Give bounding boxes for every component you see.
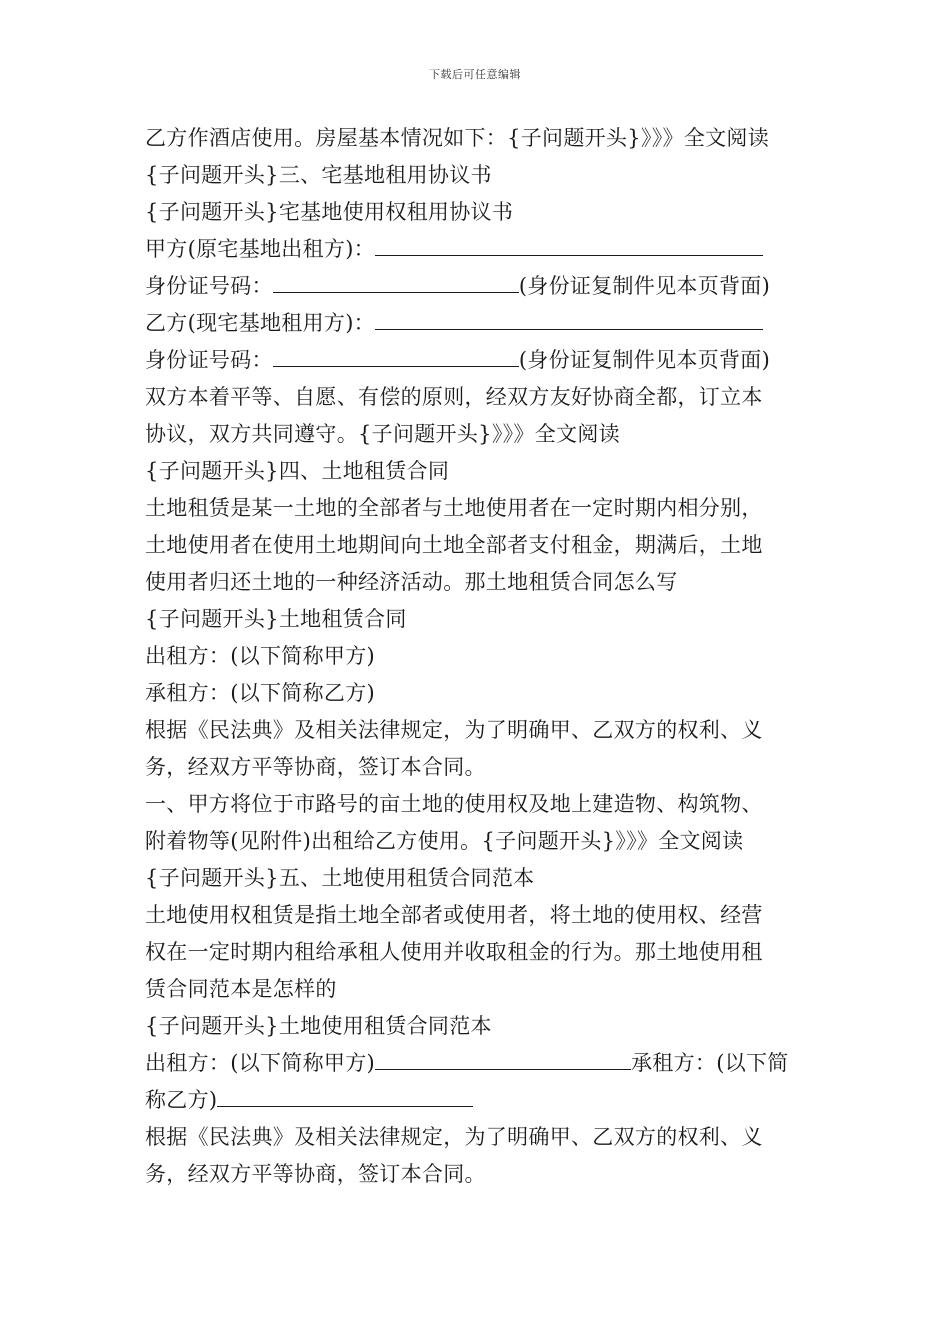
paragraph-line: 根据《民法典》及相关法律规定，为了明确甲、乙双方的权利、义 bbox=[145, 1125, 763, 1149]
id-copy-note: (身份证复制件见本页背面) bbox=[518, 274, 771, 298]
lessor-lessee-line bbox=[145, 1045, 810, 1082]
lessee-label: 承租方：(以下简 bbox=[631, 1051, 789, 1075]
document-title: {子问题开头}土地使用租赁合同范本 bbox=[145, 1014, 492, 1038]
document-body bbox=[145, 120, 810, 1193]
party-b-blank bbox=[375, 309, 763, 330]
party-a-id-line bbox=[145, 268, 810, 305]
paragraph-line: 土地使用者在使用土地期间向土地全部者支付租金，期满后，土地 bbox=[145, 533, 763, 557]
id-number-label: 身份证号码： bbox=[145, 274, 273, 298]
lessor-line: 出租方：(以下简称甲方) bbox=[145, 644, 375, 668]
lessee-continued-line bbox=[145, 1082, 810, 1119]
party-a-label: 甲方(原宅基地出租方)： bbox=[145, 237, 375, 261]
paragraph-line: 赁合同范本是怎样的 bbox=[145, 977, 337, 1001]
document-title: {子问题开头}土地租赁合同 bbox=[145, 607, 407, 631]
section-heading: {子问题开头}四、土地租赁合同 bbox=[145, 459, 450, 483]
paragraph-line: 土地租赁是某一土地的全部者与土地使用者在一定时期内相分别， bbox=[145, 496, 763, 520]
lessee-line: 承租方：(以下简称乙方) bbox=[145, 681, 375, 705]
party-a-line bbox=[145, 231, 810, 268]
party-b-label: 乙方(现宅基地租用方)： bbox=[145, 311, 375, 335]
paragraph-line: 附着物等(见附件)出租给乙方使用。{子问题开头}》》》全文阅读 bbox=[145, 829, 744, 853]
id-copy-note: (身份证复制件见本页背面) bbox=[518, 348, 771, 372]
party-b-id-line bbox=[145, 342, 810, 379]
id-number-label: 身份证号码： bbox=[145, 348, 273, 372]
id-number-blank bbox=[273, 272, 519, 293]
section-heading: {子问题开头}三、宅基地租用协议书 bbox=[145, 163, 492, 187]
paragraph-line: 使用者归还土地的一种经济活动。那土地租赁合同怎么写 bbox=[145, 570, 678, 594]
paragraph-line: 一、甲方将位于市路号的亩土地的使用权及地上建造物、构筑物、 bbox=[145, 792, 763, 816]
paragraph-line: 根据《民法典》及相关法律规定，为了明确甲、乙双方的权利、义 bbox=[145, 718, 763, 742]
lessor-blank bbox=[375, 1049, 631, 1070]
paragraph-line: 务，经双方平等协商，签订本合同。 bbox=[145, 755, 486, 779]
paragraph-line: 协议，双方共同遵守。{子问题开头}》》》全文阅读 bbox=[145, 422, 620, 446]
paragraph-line: 乙方作酒店使用。房屋基本情况如下：{子问题开头}》》》全文阅读 bbox=[145, 126, 770, 150]
id-number-blank bbox=[273, 346, 519, 367]
paragraph-line: 权在一定时期内租给承租人使用并收取租金的行为。那土地使用租 bbox=[145, 940, 763, 964]
page-header: 下载后可任意编辑 bbox=[429, 68, 521, 81]
lessor-label: 出租方：(以下简称甲方) bbox=[145, 1051, 375, 1075]
lessee-label-continued: 称乙方) bbox=[145, 1088, 218, 1112]
paragraph-line: 土地使用权租赁是指土地全部者或使用者，将土地的使用权、经营 bbox=[145, 903, 763, 927]
paragraph-line: 务，经双方平等协商，签订本合同。 bbox=[145, 1162, 486, 1186]
party-a-blank bbox=[375, 235, 763, 256]
party-b-line bbox=[145, 305, 810, 342]
paragraph-line: 双方本着平等、自愿、有偿的原则，经双方友好协商全都，订立本 bbox=[145, 385, 763, 409]
lessee-blank bbox=[217, 1086, 473, 1107]
section-heading: {子问题开头}五、土地使用租赁合同范本 bbox=[145, 866, 535, 890]
document-title: {子问题开头}宅基地使用权租用协议书 bbox=[145, 200, 514, 224]
